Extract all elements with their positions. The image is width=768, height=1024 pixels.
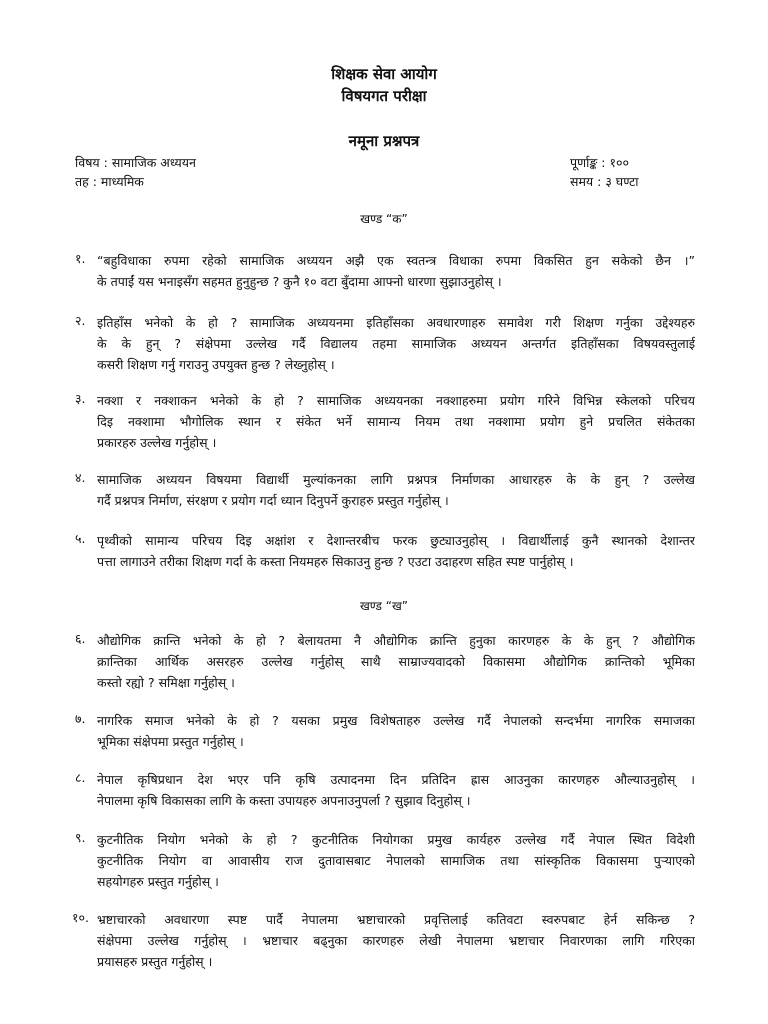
question-text-line: प्रयासहरु प्रस्तुत गर्नुहोस् । <box>97 954 213 969</box>
exam-title: विषयगत परीक्षा <box>341 87 427 105</box>
question-text-line: के के हुन् ? संक्षेपमा उल्लेख गर्दै विद्यालय तहमा सामाजिक अध्ययन अन्तर्गत इतिहाँसका विषयवस्तुलाई <box>97 336 695 351</box>
level-label: तह : माध्यमिक <box>75 174 144 189</box>
question-text-line: पृथ्वीको सामान्य परिचय दिइ अक्षांश र देशान्तरबीच फरक छुट्याउनुहोस् । विद्यार्थीलाई कुनै स्थानको देशान्तर <box>97 533 695 548</box>
question-text-line: नक्शा र नक्शाकन भनेको के हो ? सामाजिक अध्ययनका नक्शाहरुमा प्रयोग गरिने विभिन्न स्केलको परिचय <box>97 393 695 408</box>
question-text-line: पत्ता लागाउने तरीका शिक्षण गर्दा के कस्ता नियमहरु सिकाउनु हुन्छ ? एउटा उदाहरण सहित स्पष्ट पार्नुहोस् । <box>97 554 574 569</box>
question-text-line: गर्दै प्रश्नपत्र निर्माण, संरक्षण र प्रयोग गर्दा ध्यान दिनुपर्ने कुराहरु प्रस्तुत गर्नुहोस् । <box>97 493 449 508</box>
question-text-line: प्रकारहरु उल्लेख गर्नुहोस् । <box>97 435 217 450</box>
question-number: २. <box>75 313 86 328</box>
full-marks-label: पूर्णाङ्क : १०० <box>570 155 629 170</box>
subject-label: विषय : सामाजिक अध्ययन <box>75 155 196 170</box>
question-number: ३. <box>75 391 86 406</box>
question-number: १०. <box>72 910 89 925</box>
question-text-line: कुटनीतिक नियोग वा आवासीय राज दुतावासबाट नेपालको सामाजिक तथा सांस्कृतिक विकासमा पुऱ्याएको <box>97 853 695 868</box>
question-number: ४. <box>75 470 86 485</box>
question-number: ८. <box>75 770 86 785</box>
question-text-line: औद्योगिक क्रान्ति भनेको के हो ? बेलायतमा नै औद्योगिक क्रान्ति हुनुका कारणहरु के के हुन् ? औद्योगिक <box>97 633 695 648</box>
question-text-line: सहयोगहरु प्रस्तुत गर्नुहोस् । <box>97 874 219 889</box>
question-number: ६. <box>75 631 86 646</box>
question-text-line: क्रान्तिका आर्थिक असरहरु उल्लेख गर्नुहोस् साथै साम्राज्यवादको विकासमा औद्योगिक क्रान्तिको भूमिका <box>97 654 695 669</box>
question-text-line: कसरी शिक्षण गर्नु गराउनु उपयुक्त हुन्छ ? लेख्नुहोस् । <box>97 357 335 372</box>
question-number: ९. <box>75 830 86 845</box>
question-text-line: भ्रष्टाचारको अवधारणा स्पष्ट पार्दै नेपालमा भ्रष्टाचारको प्रवृत्तिलाई कतिवटा स्वरुपबाट हेर्न सकिन्छ ? <box>97 912 695 927</box>
section-b-heading: खण्ड “ख” <box>359 599 408 613</box>
question-text-line: इतिहाँस भनेको के हो ? सामाजिक अध्ययनमा इतिहाँसका अवधारणाहरु समावेश गरी शिक्षण गर्नुका उद्देश्यहरु <box>97 315 695 330</box>
question-number: ५. <box>75 531 86 546</box>
question-text-line: नेपालमा कृषि विकासका लागि के कस्ता उपायहरु अपनाउनुपर्ला ? सुझाव दिनुहोस् । <box>97 793 471 808</box>
question-text-line: संक्षेपमा उल्लेख गर्नुहोस् । भ्रष्टाचार बढ्नुका कारणहरु लेखी नेपालमा भ्रष्टाचार निवारणका लागि गरिएका <box>97 933 695 948</box>
question-text-line: के तपाईं यस भनाइसँग सहमत हुनुहुन्छ ? कुनै १० वटा बुँदामा आफ्नो धारणा सुझाउनुहोस् । <box>97 274 502 289</box>
question-text-line: नेपाल कृषिप्रधान देश भएर पनि कृषि उत्पादनमा दिन प्रतिदिन ह्रास आउनुका कारणहरु औल्याउनुहोस् । <box>97 772 695 787</box>
sample-paper-title: नमूना प्रश्नपत्र <box>348 132 420 150</box>
question-text-line: कुटनीतिक नियोग भनेको के हो ? कुटनीतिक नियोगका प्रमुख कार्यहरु उल्लेख गर्दै नेपाल स्थित विदेशी <box>97 832 695 847</box>
section-a-heading: खण्ड “क” <box>360 212 408 226</box>
question-text-line: नागरिक समाज भनेको के हो ? यसका प्रमुख विशेषताहरु उल्लेख गर्दै नेपालको सन्दर्भमा नागरिक समाजका <box>97 713 695 728</box>
question-number: १. <box>75 251 86 266</box>
question-text-line: दिइ नक्शामा भौगोलिक स्थान र संकेत भर्ने सामान्य नियम तथा नक्शामा प्रयोग हुने प्रचलित संकेतका <box>97 414 695 429</box>
question-text-line: भूमिका संक्षेपमा प्रस्तुत गर्नुहोस् । <box>97 734 244 749</box>
question-number: ७. <box>75 711 86 726</box>
question-text-line: “बहुविधाका रुपमा रहेको सामाजिक अध्ययन अझै एक स्वतन्त्र विधाका रुपमा विकसित हुन सकेको छैन ।” <box>97 253 695 268</box>
time-label: समय : ३ घण्टा <box>570 174 639 189</box>
commission-title: शिक्षक सेवा आयोग <box>331 65 437 83</box>
question-text-line: कस्तो रह्यो ? समिक्षा गर्नुहोस् । <box>97 675 235 690</box>
question-text-line: सामाजिक अध्ययन विषयमा विद्यार्थी मुल्यांकनका लागि प्रश्नपत्र निर्माणका आधारहरु के के हुन् ? उल्लेख <box>97 472 695 487</box>
